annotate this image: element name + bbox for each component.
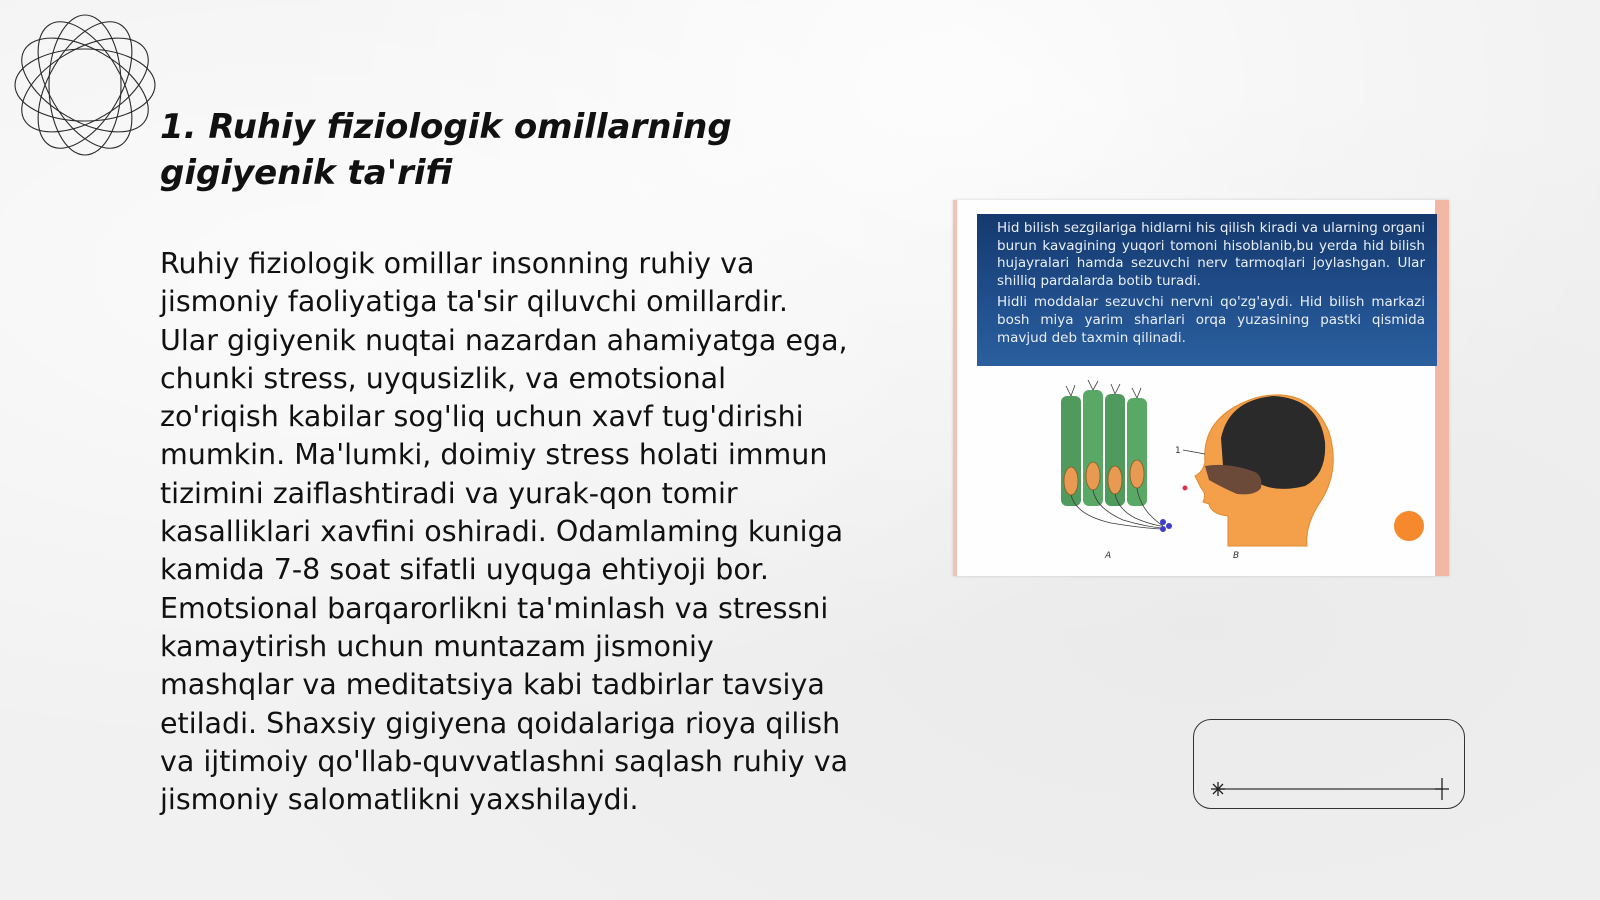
- slide-title: 1. Ruhiy fiziologik omillarning gigiyenik ta'rifi: [160, 107, 732, 193]
- orange-dot-decoration: [1394, 511, 1424, 541]
- figure-caption-paragraph-2: Hidli moddalar sezuvchi nervni qo'zg'aydi. Hid bilish markazi bosh miya yarim sharlari orqa yuzasining pastki qismida mavjud deb taxmin qilinadi.: [997, 294, 1425, 346]
- figure-label-b: B: [1233, 551, 1240, 561]
- olfactory-illustration: [1023, 376, 1343, 566]
- figure-left-border: [953, 200, 957, 576]
- figure-caption: [977, 214, 1437, 366]
- figure-label-a: A: [1105, 551, 1112, 561]
- olfactory-cells-drawing: [1061, 380, 1172, 561]
- figure-right-border: [1435, 200, 1449, 576]
- sparkle-icon: [1211, 782, 1225, 796]
- head-profile-drawing: [1175, 395, 1333, 561]
- olfaction-figure: [953, 200, 1449, 576]
- starline-decoration: [1194, 720, 1466, 810]
- spirograph-decoration: [10, 10, 160, 160]
- plus-star-icon: [1435, 778, 1449, 800]
- slide-body-text: Ruhiy fiziologik omillar insonning ruhiy va jismoniy faoliyatiga ta'sir qiluvchi omillardir. Ular gigiyenik nuqtai nazardan ahamiyatga ega, chunki stress, uyqusizlik, va emotsional zo'riqish kabilar sog'liq uchun xavf tug'dirishi mumkin. Ma'lumki, doimiy stress holati immun tizimini zaiflashtiradi va yurak-qon tomir kasalliklari xavfini oshiradi. Odamlaming kuniga kamida 7-8 soat sifatli uyquga ehtiyoji bor. Emotsional barqarorlikni ta'minlash va stressni kamaytirish uchun muntazam jismoniy mashqlar va meditatsiya kabi tadbirlar tavsiya etiladi. Shaxsiy gigiyena qoidalariga rioya qilish va ijtimoiy qo'llab-quvvatlashni saqlash ruhiy va jismoniy salomatlikni yaxshilaydi.: [160, 247, 849, 817]
- decorative-rounded-panel: [1193, 719, 1465, 809]
- figure-caption-paragraph-1: Hid bilish sezgilariga hidlarni his qilish kiradi va ularning organi burun kavagining yuqori tomoni hisoblanib,bu yerda hid bilish hujayralari hamda sezuvchi nerv tarmoqlari joylashgan. Ular shilliq pardalarda botib turadi.: [997, 220, 1425, 289]
- figure-label-1: 1: [1175, 446, 1181, 456]
